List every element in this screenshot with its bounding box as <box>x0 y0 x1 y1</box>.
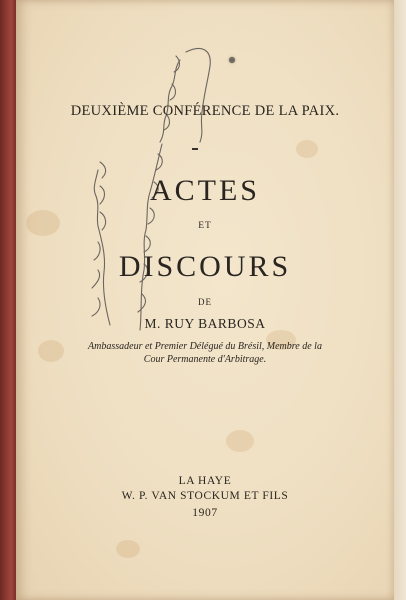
author-role-line2: Cour Permanente d'Arbitrage. <box>143 354 267 365</box>
title-line-actes: ACTES <box>149 174 260 207</box>
title-joiner: ET <box>198 221 212 231</box>
imprint-place: LA HAYE <box>178 475 232 487</box>
book-spine-binding <box>0 0 16 600</box>
imprint-publisher: W. P. VAN STOCKUM ET FILS <box>121 490 289 502</box>
conference-heading: DEUXIÈME CONFÉRENCE DE LA PAIX. <box>70 103 340 119</box>
author-name: M. RUY BARBOSA <box>144 316 266 331</box>
foxing-stain <box>296 140 318 158</box>
foxing-stain <box>226 430 254 452</box>
foxing-stain <box>116 540 140 558</box>
title-line-discours: DISCOURS <box>118 250 292 283</box>
author-role <box>16 340 394 366</box>
divider-rule <box>192 148 198 150</box>
imprint-year: 1907 <box>192 507 218 519</box>
author-prefix: DE <box>198 297 212 307</box>
author-role-line1: Ambassadeur et Premier Délégué du Brésil, Membre de la <box>88 341 322 352</box>
page-edge <box>394 0 406 600</box>
